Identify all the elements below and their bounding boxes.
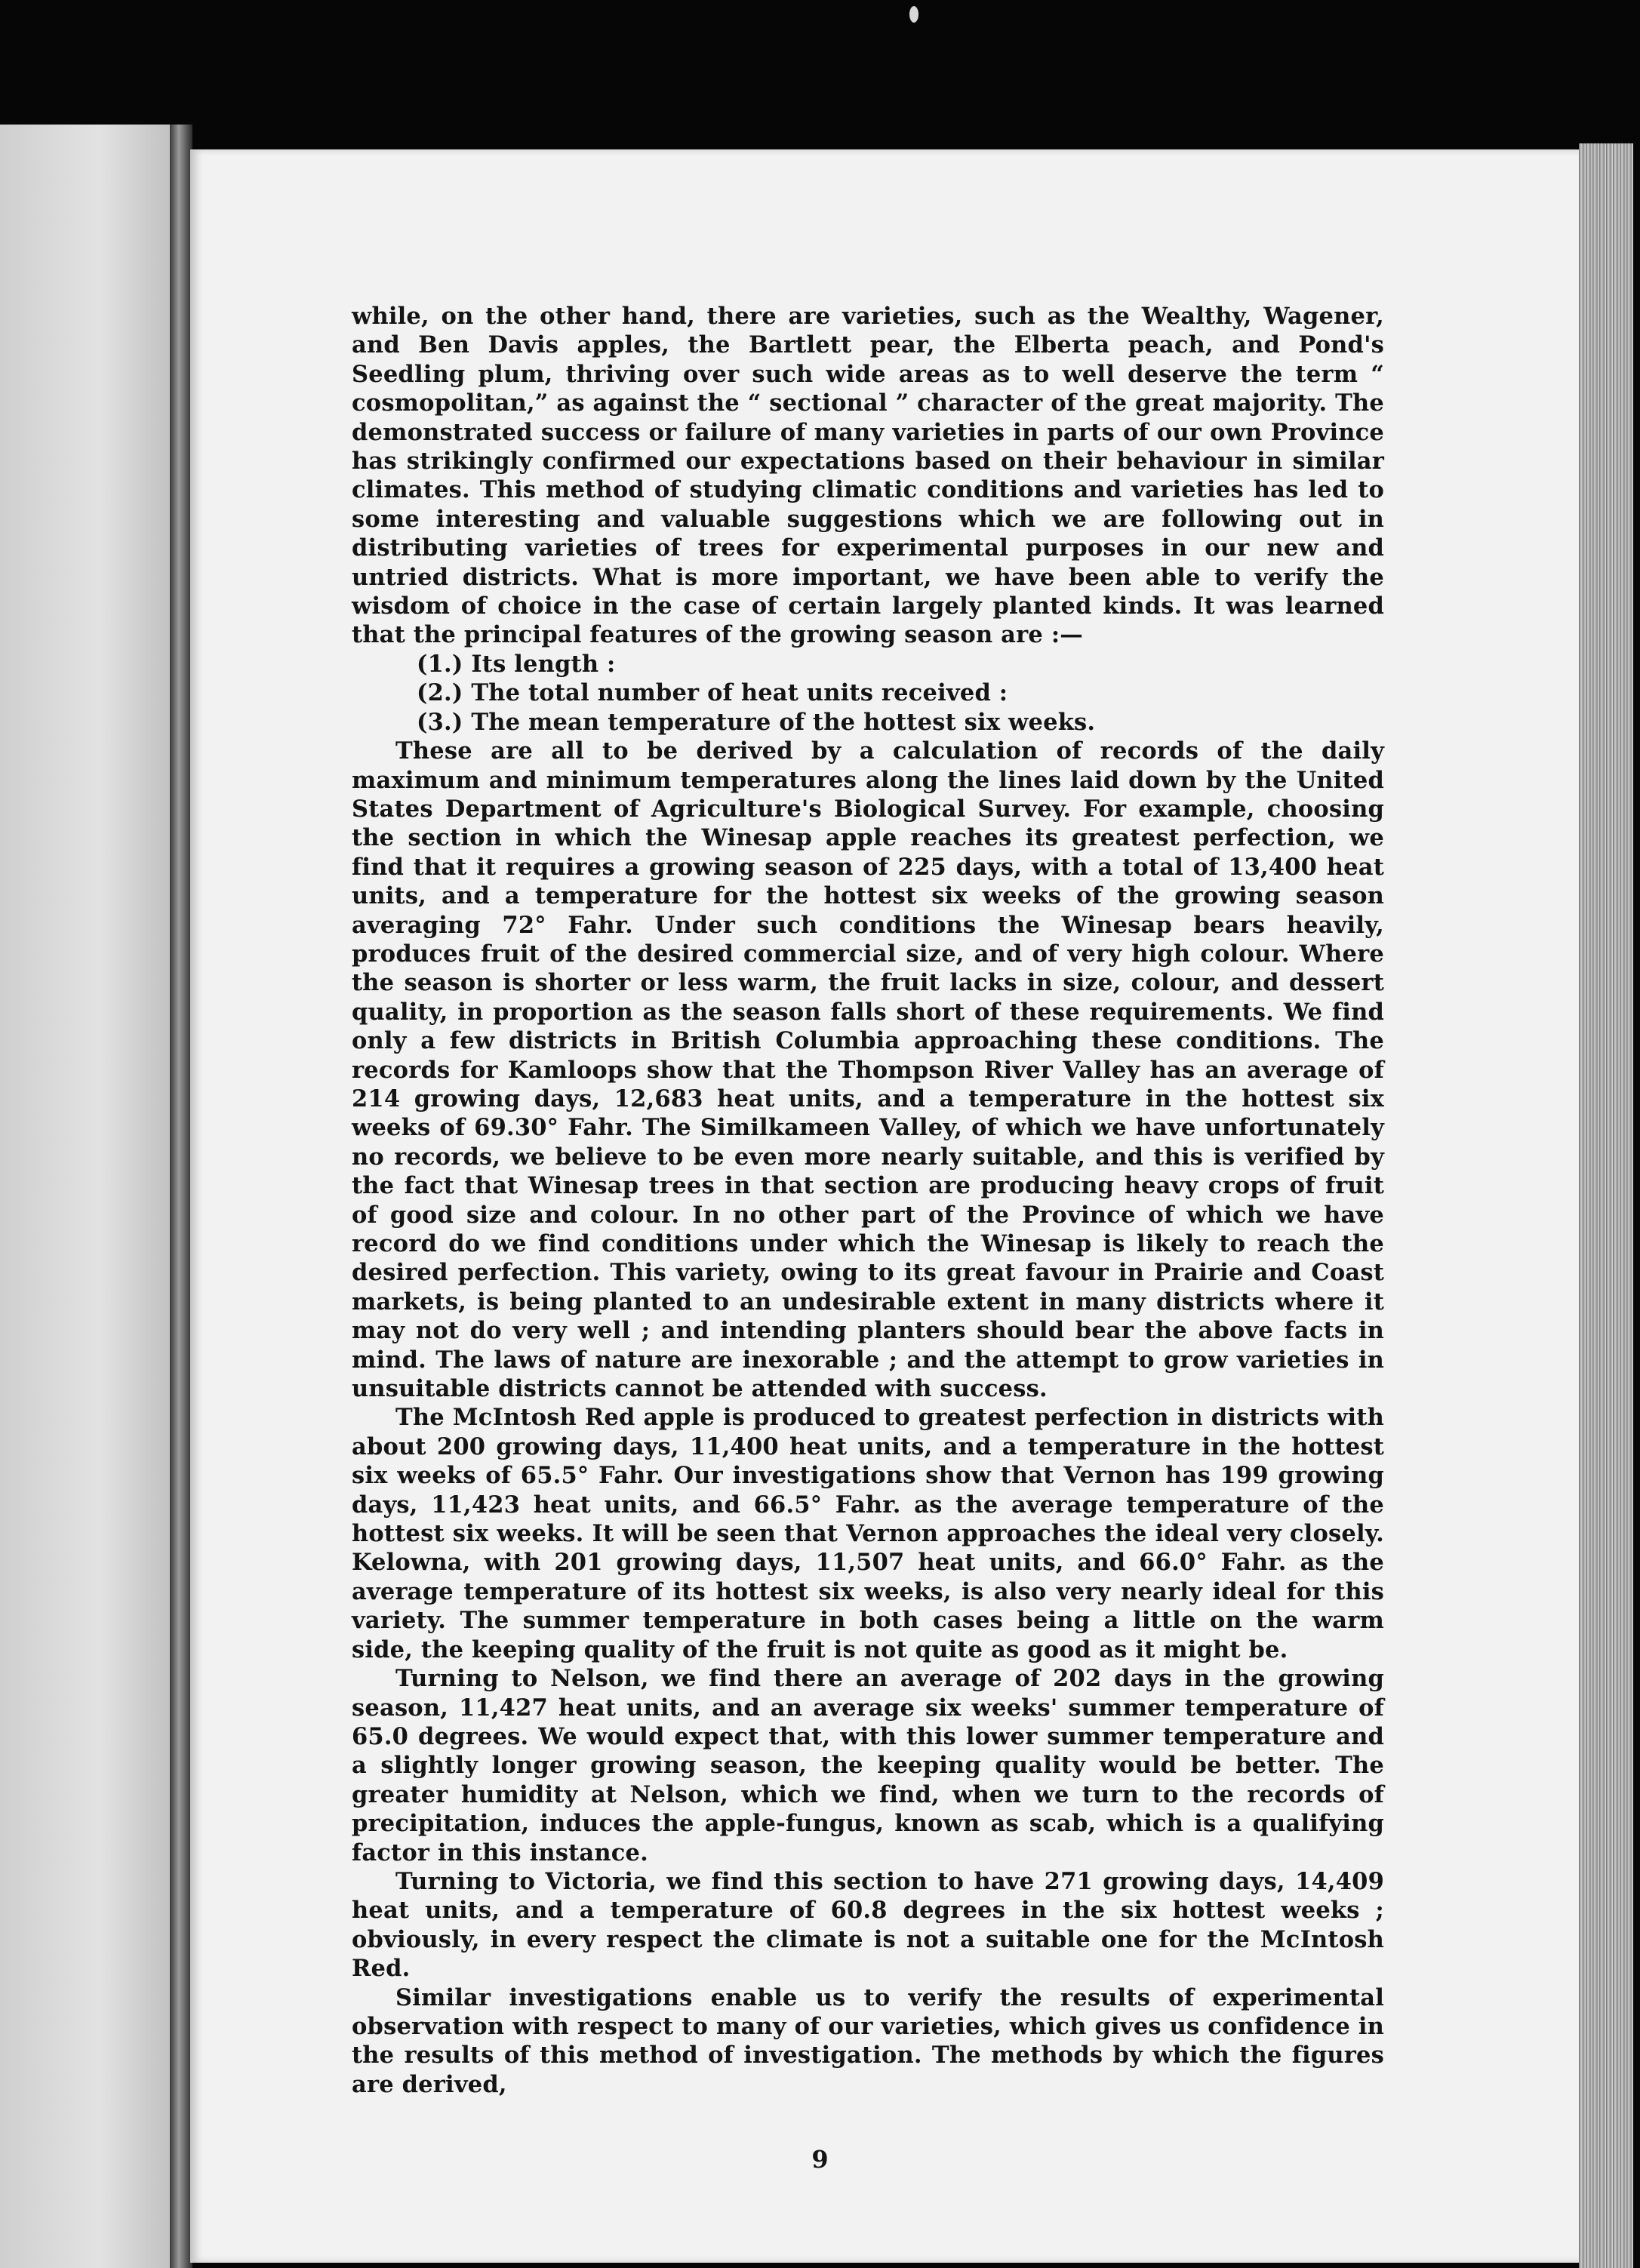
page-number: 9 (811, 2145, 829, 2174)
paragraph-5: Turning to Victoria, we find this section to have 271 growing days, 14,409 heat units, and a temperature of 60.8 degrees in the six hottest weeks ; obviously, in every respect the climate is not a suitable one for the McIntosh Red. (352, 1867, 1384, 1983)
paragraph-4: Turning to Nelson, we find there an average of 202 days in the growing season, 11,427 heat units, and an average six weeks' summer temperature of 65.0 degrees. We would expect that, with this lower summer temperature and a slightly longer growing season, the keeping quality would be better. The greater humidity at Nelson, which we find, when we turn to the records of precipitation, induces the apple-fungus, known as scab, which is a qualifying factor in this instance. (352, 1665, 1384, 1866)
page-stack-edge (1579, 143, 1633, 2268)
book-gutter (170, 125, 192, 2268)
paragraph-6: Similar investigations enable us to verify the results of experimental observation with respect to many of our varieties, which gives us confidence in the results of this method of investigation. The methods by which the figures are derived, (352, 1983, 1384, 2098)
list-item-1: (1.) Its length : (417, 650, 616, 678)
list-item-3: (3.) The mean temperature of the hottest six weeks. (417, 708, 1096, 736)
paragraph-3: The McIntosh Red apple is produced to greatest perfection in districts with about 200 growing days, 11,400 heat units, and a temperature in the hottest six weeks of 65.5° Fahr. Our investigations show that Vernon has 199 growing days, 11,423 heat units, and 66.5° Fahr. as the average temperature of the hottest six weeks. It will be seen that Vernon approaches the ideal very closely. Kelowna, with 201 growing days, 11,507 heat units, and 66.0° Fahr. as the average temperature of its hottest six weeks, is also very nearly ideal for this variety. The summer temperature in both cases being a little on the warm side, the keeping quality of the fruit is not quite as good as it might be. (352, 1404, 1384, 1663)
list-item-2: (2.) The total number of heat units received : (417, 679, 1008, 707)
paragraph-1: while, on the other hand, there are varieties, such as the Wealthy, Wagener, and Ben Davis apples, the Bartlett pear, the Elberta peach, and Pond's Seedling plum, thriving over such wide areas as to well deserve the term “ cosmopolitan,” as against the “ sectional ” character of the great majority. The demonstrated success or failure of many varieties in parts of our own Province has strikingly confirmed our expectations based on their behaviour in similar climates. This method of studying climatic conditions and varieties has led to some interesting and valuable suggestions which we are following out in distributing varieties of trees for experimental purposes in our new and untried districts. What is more important, we have been able to verify the wisdom of choice in the case of certain largely planted kinds. It was learned that the principal features of the growing season are :— (352, 303, 1384, 649)
scan-speck (909, 6, 918, 23)
body-text (352, 302, 1384, 2099)
paragraph-2: These are all to be derived by a calculation of records of the daily maximum and minimum temperatures along the lines laid down by the United States Department of Agriculture's Biological Survey. For example, choosing the section in which the Winesap apple reaches its greatest perfection, we find that it requires a growing season of 225 days, with a total of 13,400 heat units, and a temperature for the hottest six weeks of the growing season averaging 72° Fahr. Under such conditions the Winesap bears heavily, produces fruit of the desired commercial size, and of very high colour. Where the season is shorter or less warm, the fruit lacks in size, colour, and dessert quality, in proportion as the season falls short of these requirements. We find only a few districts in British Columbia approaching these conditions. The records for Kamloops show that the Thompson River Valley has an average of 214 growing days, 12,683 heat units, and a temperature in the hottest six weeks of 69.30° Fahr. The Similkameen Valley, of which we have unfortunately no records, we believe to be even more nearly suitable, and this is verified by the fact that Winesap trees in that section are producing heavy crops of fruit of good size and colour. In no other part of the Province of which we have record do we find conditions under which the Winesap is likely to reach the desired perfection. This variety, owing to its great favour in Prairie and Coast markets, is being planted to an undesirable extent in many districts where it may not do very well ; and intending planters should bear the above facts in mind. The laws of nature are inexorable ; and the attempt to grow varieties in unsuitable districts cannot be attended with success. (352, 737, 1384, 1403)
facing-page-edge (0, 125, 181, 2268)
